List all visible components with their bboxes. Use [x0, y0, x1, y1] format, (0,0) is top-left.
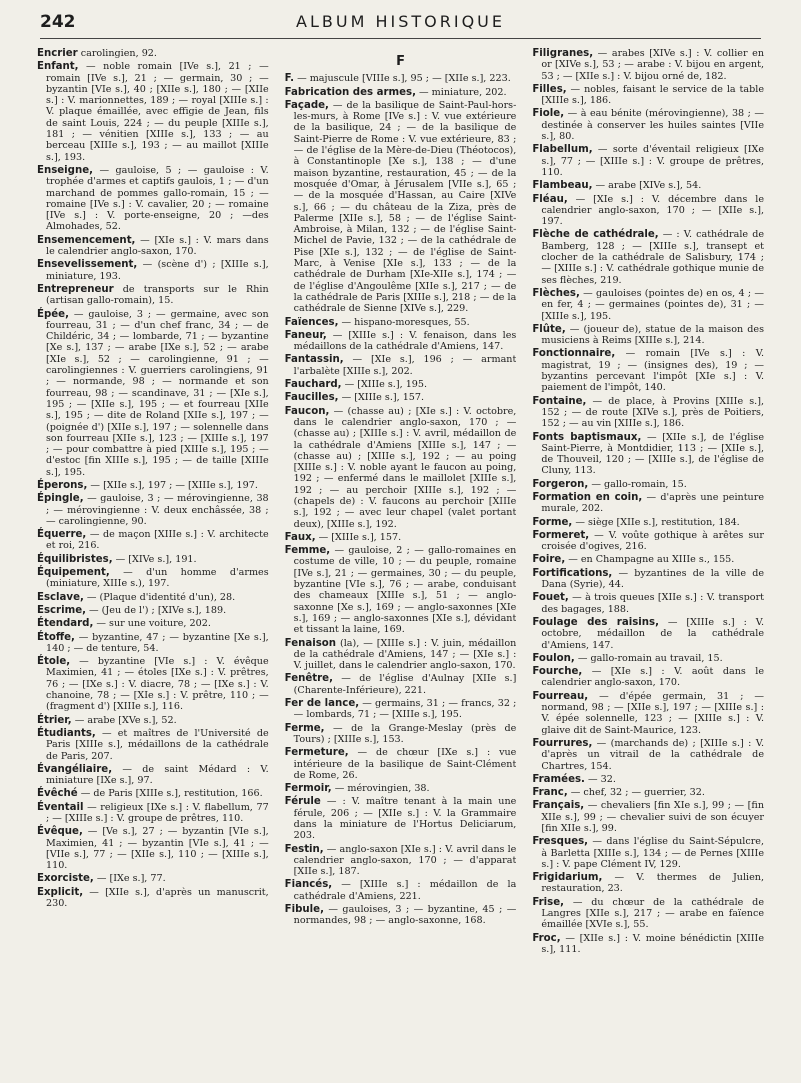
column-3: [532, 48, 764, 1075]
index-entry: [532, 144, 764, 178]
index-entry: [532, 229, 764, 285]
entry-text: — [XIIIe s.] : V. fenaison, dans les médaillons de la cathédrale d'Amiens, 147.: [293, 329, 517, 353]
entry-text: — [XIIIe s.] : médaillon de la cathédrale d'Amiens, 221.: [293, 879, 517, 902]
entry-text: — de place, à Provins [XIIIe s.], 152 ; — de route [XIVe s.], près de Poitiers, 152 ; — au vin [XIIIe s.], 186.: [541, 395, 764, 430]
entry-text: — et maîtres de l'Université de Paris [XIIIe s.], médaillons de la cathédrale de Paris, 207.: [46, 727, 269, 762]
entry-headword: Faucilles,: [284, 392, 339, 404]
index-entry: [532, 396, 764, 430]
entry-headword: Forme,: [532, 516, 573, 528]
entry-headword: Équerre,: [37, 529, 87, 541]
entry-text: — (marchands de) ; [XIIIe s.] : V. d'après un vitrail de la cathédrale de Chartres, 154.: [541, 737, 764, 772]
entry-text: — miniature, 202.: [415, 86, 507, 98]
header-rule: [40, 38, 761, 39]
entry-text: — gauloises, 3 ; — byzantine, 45 ; — normandes, 98 ; — anglo-saxonne, 168.: [293, 904, 517, 927]
entry-text: — [XIIIe s.], 157.: [315, 531, 402, 543]
index-entry: [532, 348, 764, 393]
index-columns: [37, 48, 764, 1075]
entry-text: — [IXe s.], 77.: [93, 873, 166, 885]
entry-headword: Fermoir,: [284, 783, 332, 795]
index-entry: [37, 605, 269, 616]
entry-headword: Étoffe,: [37, 631, 75, 643]
entry-text: carolingien, 92.: [77, 48, 157, 59]
index-entry: [37, 728, 269, 762]
entry-headword: Filigranes,: [532, 48, 594, 59]
entry-text: — religieux [IXe s.] : V. flabellum, 77 ; — [XIIIe s.] : V. groupe de prêtres, 110.: [46, 801, 269, 824]
entry-headword: Étudiants,: [37, 727, 96, 739]
entry-headword: Fortifications,: [532, 567, 613, 579]
entry-text: — [XIVe s.], 191.: [112, 553, 197, 565]
entry-headword: Froc,: [532, 932, 561, 944]
index-entry: [37, 887, 269, 910]
entry-text: — arabe [XVe s.], 52.: [71, 714, 177, 726]
section-letter: F: [396, 54, 405, 69]
index-entry: [285, 723, 517, 746]
entry-headword: Filles,: [532, 83, 567, 95]
entry-headword: Éperons,: [37, 479, 88, 491]
entry-headword: Flèche de cathédrale,: [532, 229, 659, 241]
entry-headword: Fenêtre,: [284, 673, 333, 685]
entry-text: — : V. maître tenant à la main une férule, 206 ; — [XIIe s.] : V. la Grammaire dans la miniature de l'Hortus Deliciarum, 203.: [293, 796, 517, 842]
entry-headword: Ensemencement,: [37, 234, 136, 246]
index-entry: [285, 73, 517, 84]
running-title: ALBUM HISTORIQUE: [296, 12, 505, 31]
index-entry: [37, 259, 269, 282]
entry-text: — en Champagne au XIIIe s., 155.: [565, 554, 735, 566]
index-entry: [37, 592, 269, 603]
index-entry: [37, 873, 269, 884]
entry-text: — chef, 32 ; — guerrier, 32.: [567, 787, 705, 799]
entry-headword: Éventail: [37, 801, 84, 813]
entry-headword: Fourrures,: [532, 737, 593, 749]
entry-text: — siège [XIIe s.], restitution, 184.: [572, 516, 740, 528]
index-entry: [37, 715, 269, 726]
column-2: [285, 48, 517, 1075]
index-entry: [37, 61, 269, 163]
entry-text: — [XIIe s.], d'après un manuscrit, 230.: [46, 886, 269, 910]
entry-headword: Flûte,: [532, 323, 566, 335]
entry-text: — V. voûte gothique à arêtes sur croisée d'ogives, 216.: [541, 529, 764, 553]
entry-text: — de Paris [XIIIe s.], restitution, 166.: [77, 788, 263, 800]
entry-headword: Façade,: [284, 99, 329, 111]
entry-headword: Fabrication des armes,: [284, 86, 416, 98]
index-entry: [285, 317, 517, 328]
index-entry: [285, 673, 517, 696]
entry-text: — [XIIe s.], 197 ; — [XIIIe s.], 197.: [87, 479, 258, 491]
index-entry: [285, 406, 517, 530]
entry-text: — anglo-saxon [XIe s.] : V. avril dans le calendrier anglo-saxon, 170 ; — d'apparat [XIIe s.], 187.: [293, 843, 517, 878]
entry-text: — sur une voiture, 202.: [93, 618, 211, 630]
entry-headword: Épée,: [37, 308, 69, 320]
entry-headword: Entrepreneur: [37, 283, 114, 295]
page-number: 242: [40, 12, 76, 32]
index-entry: [532, 48, 764, 82]
entry-text: — byzantine [VIe s.] : V. évêque Maximien, 41 ; — étoles [IXe s.] : V. prêtres, 76 ; — [IXe s.] : V. diacre, 78 ; — [IXe s.] : V. chanoine, 78 ; — [XIe s.] : V. prêtre, 110 ; — (fragment d') [XIIIe s.], 116.: [46, 656, 269, 713]
entry-text: — arabe [XIVe s.], 54.: [592, 180, 702, 192]
index-entry: [532, 432, 764, 477]
entry-text: — hispano-moresques, 55.: [338, 316, 470, 328]
index-entry: [532, 479, 764, 490]
entry-text: — romain [IVe s.] : V. magistrat, 19 ; — (insignes des), 19 ; — byzantins percevant l'impôt [XIe s.] : V. paiement de l'impôt, 140.: [541, 348, 764, 394]
index-entry: [285, 844, 517, 878]
index-entry: [285, 100, 517, 315]
index-entry: [532, 592, 764, 615]
entry-headword: Franc,: [532, 787, 568, 799]
entry-text: — d'épée germain, 31 ; — normand, 98 ; — [XIIe s.], 197 ; — [XIIIe s.] : V. épée solennelle, 123 ; — [XIIIe s.] : V. glaive dit de Saint-Maurice, 123.: [541, 690, 764, 736]
entry-headword: Encrier: [37, 48, 78, 59]
entry-text: — du chœur de la cathédrale de Langres [XIIe s.], 217 ; — arabe en faïence émaillée [XVIe s.], 55.: [541, 896, 764, 931]
entry-headword: Enfant,: [37, 61, 79, 73]
entry-headword: Français,: [532, 800, 585, 812]
entry-text: — 32.: [584, 773, 616, 785]
index-entry: [37, 826, 269, 871]
entry-text: — [XIIIe s.] : V. octobre, médaillon de la cathédrale d'Amiens, 147.: [541, 616, 764, 651]
index-entry: [532, 288, 764, 322]
index-entry: [532, 800, 764, 834]
index-entry: [532, 517, 764, 528]
index-entry: [285, 545, 517, 635]
index-entry: [37, 567, 269, 590]
index-entry: [532, 194, 764, 228]
entry-headword: Étendard,: [37, 618, 94, 630]
index-entry: [532, 872, 764, 895]
entry-text: (la), — [XIIIe s.] : V. juin, médaillon de la cathédrale d'Amiens, 147 ; — [XIe s.] : V. juillet, dans le calendrier anglo-saxon, 170.: [293, 637, 517, 672]
index-entry: [285, 879, 517, 902]
index-entry: [532, 836, 764, 870]
entry-text: — à trois queues [XIIe s.] : V. transport des bagages, 188.: [541, 592, 764, 615]
index-entry: [532, 617, 764, 651]
entry-headword: F.: [284, 73, 295, 85]
index-entry: [285, 532, 517, 543]
index-entry: [532, 180, 764, 191]
entry-text: — arabes [XIVe s.] : V. collier en or [XIVe s.], 53 ; — arabe : V. bijou en argent, 53 ; — [XIIe s.] : V. bijou orné de, 182.: [541, 48, 764, 82]
index-entry: [37, 493, 269, 527]
entry-headword: Enseigne,: [37, 164, 94, 176]
entry-text: — [XIIe s.], de l'église Saint-Pierre, à Montdidier, 113 ; — [XIIe s.], de Thouveil, 120 ; — [XIIIe s.], de l'église de Cluny, 113.: [541, 431, 764, 477]
entry-text: — de la Grange-Meslay (près de Tours) ; [XIIIe s.], 153.: [293, 722, 517, 745]
index-entry: [532, 787, 764, 798]
entry-headword: Fauchard,: [284, 379, 342, 391]
entry-text: — gauloise, 5 ; — gauloise : V. trophée d'armes et captifs gaulois, 1 ; — d'un marchand de pommes gallo-romain, 15 ; — romaine [IVe s.] : V. cavalier, 20 ; — romaine [IVe s.] : V. porte-enseigne, 20 ; —des Almohades, 52.: [46, 164, 269, 233]
entry-headword: Fibule,: [284, 904, 324, 916]
entry-headword: Femme,: [284, 545, 331, 557]
entry-headword: Foulage des raisins,: [532, 616, 659, 628]
entry-headword: Formation en coin,: [532, 491, 643, 503]
entry-text: — à eau bénite (mérovingienne), 38 ; — destinée à conserver les huiles saintes [VIIe s.], 80.: [541, 108, 764, 143]
index-entry: [285, 796, 517, 841]
index-entry: [37, 764, 269, 787]
entry-headword: Fermeture,: [284, 747, 349, 759]
index-entry: [37, 48, 269, 59]
entry-headword: Équilibristes,: [37, 553, 113, 565]
entry-headword: Fiancés,: [284, 879, 333, 891]
index-entry: [37, 554, 269, 565]
entry-text: — [XIe s.] : V. décembre dans le calendrier anglo-saxon, 170 ; — [XIIe s.], 197.: [541, 193, 764, 228]
index-entry: [37, 632, 269, 655]
index-entry: [532, 324, 764, 347]
entry-headword: Foulon,: [532, 652, 575, 664]
entry-headword: Fantassin,: [284, 354, 344, 366]
index-entry: [532, 653, 764, 664]
entry-text: — noble romain [IVe s.], 21 ; — romain [IVe s.], 21 ; — germain, 30 ; — byzantin [VIe s.], 40 ; [XIIe s.], 180 ; — [XIIe s.] : V. marionnettes, 189 ; — royal [XIIIe s.] : V. plaque émaillée, avec effigie de Jean, fils de saint Louis, 224 ; — du peuple [XIIIe s.], 181 ; — vénitien [XIIIe s.], 133 ; — au berceau [XIIIe s.], 193 ; — au maillot [XIIIe s.], 193.: [46, 61, 269, 163]
entry-headword: Faucon,: [284, 405, 330, 417]
entry-text: — byzantines de la ville de Dana (Syrie), 44.: [541, 567, 764, 591]
entry-headword: Férule: [284, 796, 321, 808]
entry-headword: Esclave,: [37, 591, 84, 603]
index-entry: [532, 554, 764, 565]
index-entry: [532, 933, 764, 956]
column-1: [37, 48, 269, 1075]
entry-text: — mérovingien, 38.: [331, 783, 430, 795]
entry-text: — gauloise, 3 ; — germaine, avec son fourreau, 31 ; — d'un chef franc, 34 ; — de Childéric, 34 ; — lombarde, 71 ; — byzantine [Xe s.], 137 ; — arabe [IXe s.], 52 ; — arabe [XIe s.], 52 ; — carolingienne, 91 ; — carolingiennes : V. guerriers carolingiens, 91 ; — normande, 98 ; — normande et son fourreau, 98 ; — scandinave, 31 ; — [XIe s.], 195 ; — [XIIe s.], 195 ; — et fourreau [XIIe s.], 195 ; — dite de Roland [XIIe s.], 197 ; — (poignée d') [XIIe s.], 197 ; — solennelle dans son fourreau [XIIe s.], 123 ; — [XIIIe s.], 197 ; — pour combattre à pied [XIIIe s.], 195 ; — d'estoc [fin XIIIe s.], 195 ; — de taille [XIIIe s.], 195.: [46, 308, 269, 478]
index-entry: [285, 379, 517, 390]
entry-text: — V. thermes de Julien, restauration, 23.: [541, 872, 764, 895]
index-entry: [285, 392, 517, 403]
entry-headword: Fonts baptismaux,: [532, 431, 642, 443]
entry-text: — chevaliers [fin XIe s.], 99 ; — [fin XIIe s.], 99 ; — chevalier suivi de son écuyer [fin XIIe s.], 99.: [541, 800, 764, 834]
entry-headword: Fléau,: [532, 193, 568, 205]
index-entry: [285, 87, 517, 98]
entry-headword: Flambeau,: [532, 180, 593, 192]
index-entry: [532, 568, 764, 591]
index-entry: [532, 84, 764, 107]
index-entry: [285, 904, 517, 927]
entry-text: — (joueur de), statue de la maison des musiciens à Reims [XIIIe s.], 214.: [541, 323, 764, 347]
page-header: [40, 12, 761, 38]
entry-headword: Frigidarium,: [532, 872, 603, 884]
index-entry: [532, 738, 764, 772]
entry-headword: Fourreau,: [532, 690, 589, 702]
index-entry: [532, 691, 764, 736]
entry-headword: Étrier,: [37, 714, 72, 726]
index-entry: [532, 774, 764, 785]
entry-headword: Évangéliaire,: [37, 763, 113, 775]
entry-text: — [Ve s.], 27 ; — byzantin [VIe s.], Maximien, 41 ; — byzantin [VIe s.], 41 ; — [VIIe s.], 77 ; — [XIIe s.], 110 ; — [XIIIe s.], 110.: [46, 826, 269, 872]
entry-headword: Explicit,: [37, 886, 84, 898]
entry-text: — de saint Médard : V. miniature [IXe s.], 97.: [46, 763, 269, 787]
entry-headword: Fresques,: [532, 836, 589, 848]
entry-headword: Foire,: [532, 554, 566, 566]
entry-headword: Fonctionnaire,: [532, 348, 616, 360]
index-entry: [532, 530, 764, 553]
entry-headword: Festin,: [284, 843, 324, 855]
entry-headword: Framées.: [532, 773, 585, 785]
index-entry: [37, 235, 269, 258]
entry-text: — de l'église d'Aulnay [XIIe s.] (Charente-Inférieure), 221.: [293, 673, 517, 696]
entry-text: — [XIIe s.] : V. moine bénédictin [XIIIe s.], 111.: [541, 932, 764, 955]
entry-text: — de la basilique de Saint-Paul-hors-les-murs, à Rome [IVe s.] : V. vue extérieure de la basilique, 24 ; — de la basilique de Saint-Pierre de Rome : V. vue extérieure, 83 ; — de l'église de la Mère-de-Dieu (Théotocos), à Constantinople [Xe s.], 138 ; — d'une maison byzantine, restauration, 45 ; — de la mosquée d'Omar, à Jérusalem [VIIe s.], 65 ; — de la mosquée d'Hassan, au Caire [XIVe s.], 66 ; — du château de la Ziza, près de Palerme [XIIe s.], 58 ; — de l'église Saint-Ambroise, à Milan, 132 ; — de l'église Saint-Michel de Pavie, 132 ; — de la cathédrale de Pise [XIe s.], 132 ; — de l'église de Saint-Marc, à Venise [XIe s.], 133 ; — de la cathédrale de Durham [XIe-XIIe s.], 174 ; — de l'église d'Angoulême [XIIe s.], 217 ; — de la cathédrale de Paris [XIIIe s.], 218 ; — de la cathédrale de Sienne [XIVe s.], 229.: [293, 99, 517, 315]
entry-text: — (Plaque d'identité d'un), 28.: [83, 591, 236, 603]
index-entry: [37, 618, 269, 629]
entry-text: — nobles, faisant le service de la table [XIIIe s.], 186.: [541, 83, 764, 107]
index-entry: [37, 284, 269, 307]
index-entry: [37, 802, 269, 825]
entry-headword: Frise,: [532, 896, 565, 908]
entry-text: — de maçon [XIIIe s.] : V. architecte et roi, 216.: [46, 529, 269, 552]
index-entry: [285, 330, 517, 353]
entry-text: — germains, 31 ; — francs, 32 ; — lombards, 71 ; — [XIIIe s.], 195.: [293, 698, 517, 721]
entry-headword: Escrime,: [37, 604, 86, 616]
entry-headword: Équipement,: [37, 567, 110, 579]
entry-text: — : V. cathédrale de Bamberg, 128 ; — [XIIIe s.], transept et clocher de la cathédrale de Salisbury, 174 ; — [XIIIe s.] : V. cathédrale gothique munie de ses flèches, 219.: [541, 229, 764, 286]
entry-text: — gauloise, 2 ; — gallo-romaines en costume de ville, 10 ; — du peuple, romaine [IVe s.], 21 ; — germaines, 30 ; — du peuple, byzantine [VIe s.], 76 ; — arabe, conduisant des chameaux [XIIIe s.], 51 ; — anglo-saxonne [Xe s.], 169 ; — anglo-saxonnes [XIe s.], 169 ; — anglo-saxonnes [XIe s.], dévidant et tissant la laine, 169.: [293, 545, 517, 636]
entry-text: — [XIe s.], 196 ; — armant l'arbalète [XIIIe s.], 202.: [293, 354, 517, 377]
entry-text: — (chasse au) ; [XIe s.] : V. octobre, dans le calendrier anglo-saxon, 170 ; — (chasse au) ; [XIIIe s.] : V. avril, médaillon de la cathédrale d'Amiens [XIIIe s.], 147 ; — (chasse au) ; [XIIIe s.], 192 ; — au poing [XIIIe s.] : V. noble ayant le faucon au poing, 192 ; — enfermé dans le maillolet [XIIIe s.], 192 ; — au perchoir [XIIIe s.], 192 ; — (chapels de) : V. faucons au perchoir [XIIIe s.], 192 ; — avec leur chapel (valet portant deux), [XIIIe s.], 192.: [293, 405, 517, 530]
index-entry: [37, 309, 269, 478]
index-entry: [532, 666, 764, 689]
entry-text: — byzantine, 47 ; — byzantine [Xe s.], 140 ; — de tenture, 54.: [46, 631, 269, 654]
index-entry: [285, 783, 517, 794]
entry-headword: Faux,: [284, 531, 316, 543]
entry-headword: Formeret,: [532, 529, 590, 541]
entry-headword: Fourche,: [532, 666, 583, 678]
index-entry: [37, 656, 269, 712]
entry-text: — gauloise, 3 ; — mérovingienne, 38 ; — mérovingienne : V. deux enchâssée, 38 ; — carolingienne, 90.: [46, 493, 269, 527]
entry-headword: Ferme,: [284, 722, 325, 734]
entry-headword: Étole,: [37, 656, 71, 668]
entry-text: — d'après une peinture murale, 202.: [541, 491, 764, 515]
index-entry: [37, 788, 269, 799]
index-entry: [37, 529, 269, 552]
entry-headword: Faneur,: [284, 329, 327, 341]
entry-headword: Faïences,: [284, 316, 339, 328]
index-entry: [37, 480, 269, 491]
entry-headword: Flabellum,: [532, 144, 593, 156]
entry-headword: Fontaine,: [532, 395, 587, 407]
index-entry: [285, 354, 517, 377]
entry-headword: Évêque,: [37, 826, 83, 838]
entry-headword: Fouet,: [532, 592, 569, 604]
entry-text: — majuscule [VIIIe s.], 95 ; — [XIIe s.], 223.: [294, 73, 511, 85]
entry-headword: Forgeron,: [532, 478, 589, 490]
index-entry: [532, 492, 764, 515]
entry-headword: Ensevelissement,: [37, 259, 138, 271]
entry-text: — dans l'église du Saint-Sépulcre, à Barletta [XIIIe s.], 134 ; — de Pernes [XIIIe s.] : V. pape Clément IV, 129.: [541, 836, 764, 870]
entry-headword: Fer de lance,: [284, 698, 360, 710]
index-entry: [532, 108, 764, 142]
entry-text: — [XIIIe s.], 157.: [338, 392, 425, 404]
entry-text: — d'un homme d'armes (miniature, XIIIe s.), 197.: [46, 567, 269, 590]
entry-text: — (scène d') ; [XIIIe s.], miniature, 193.: [46, 259, 269, 282]
entry-text: — sorte d'éventail religieux [IXe s.], 77 ; — [XIIIe s.] : V. groupe de prêtres, 110.: [541, 144, 764, 178]
entry-text: — [XIe s.] : V. mars dans le calendrier anglo-saxon, 170.: [46, 234, 269, 258]
entry-headword: Exorciste,: [37, 873, 94, 885]
entry-text: — de chœur [IXe s.] : vue intérieure de la basilique de Saint-Clément de Rome, 26.: [293, 747, 517, 781]
entry-text: — [XIe s.] : V. août dans le calendrier anglo-saxon, 170.: [541, 666, 764, 689]
entry-text: — gauloises (pointes de) en os, 4 ; — en fer, 4 ; — germaines (pointes de), 31 ; — [XIIIe s.], 195.: [541, 287, 764, 322]
index-entry: [37, 165, 269, 233]
entry-text: — gallo-romain, 15.: [588, 478, 687, 490]
index-entry: [285, 638, 517, 672]
entry-text: — [XIIIe s.], 195.: [341, 379, 428, 391]
entry-text: de transports sur le Rhin (artisan gallo-romain), 15.: [46, 283, 269, 307]
entry-text: — gallo-romain au travail, 15.: [574, 652, 723, 664]
index-entry: [285, 747, 517, 781]
entry-headword: Fenaison: [284, 637, 337, 649]
entry-text: — (Jeu de l') ; [XIVe s.], 189.: [85, 604, 227, 616]
index-entry: [285, 698, 517, 721]
entry-headword: Flèches,: [532, 287, 580, 299]
entry-headword: Épingle,: [37, 493, 84, 505]
entry-headword: Évêché: [37, 788, 78, 800]
entry-headword: Fiole,: [532, 108, 565, 120]
index-entry: [532, 897, 764, 931]
